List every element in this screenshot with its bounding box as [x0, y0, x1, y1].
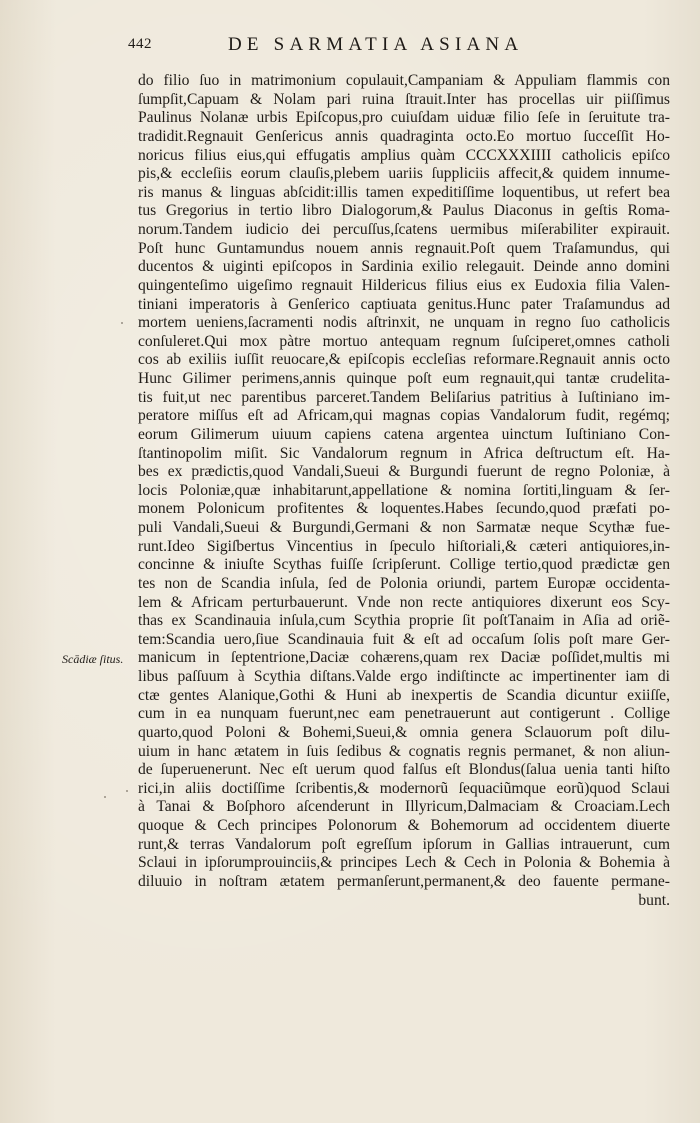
text-line: cum in ea nunquam fuerunt,nec eam penetrauerunt aut contigerunt . Collige [138, 705, 670, 723]
text-line: concinne & iniuſte Scythas fuiſſe ſcripſerunt. Collige tertio,quod prædictæ gen [138, 556, 670, 574]
text-line: bunt. [638, 891, 670, 909]
text-line: runt,& terras Vandalorum poſt egreſſum ipſorum in Gallias intrauerunt, cum [138, 835, 670, 853]
text-line: ris manus & linguas abſcidit:illis tamen expeditiſſime loquentibus, ut refert bea [138, 183, 670, 201]
text-line: Paulinus Nolanæ urbis Epiſcopus,pro cuiuſdam uiduæ filio ſeſe in ſeruitute tra- [138, 109, 670, 127]
text-line: à Tanai & Boſphoro aſcenderunt in Illyricum,Dalmaciam & Croaciam.Lech [138, 798, 670, 816]
text-line: monem Polonicum profitentes & loquentes.Habes ſecundo,quod præfati po- [138, 500, 670, 518]
margin-note: Scādiæ ſitus. [62, 652, 124, 666]
text-line: quarto,quod Poloni & Bohemi,Sueui,& omnia genera Sclauorum poſt dilu- [138, 723, 670, 741]
text-line: ctæ gentes Alanique,Gothi & Huni ab inexpertis de Scandia dicuntur exiiſſe, [138, 686, 670, 704]
text-line: pis,& eccleſiis eorum clauſis,plebem uariis ſuppliciis affecit,& quidem innume- [138, 165, 670, 183]
text-line: conſuleret.Qui mox pàtre mortuo antequam regnum ſuſciperet,omnes catholi [138, 332, 670, 350]
text-line: ducentos & uiginti epiſcopos in Sardinia exilio relegauit. Deinde anno domini [138, 258, 670, 276]
text-line: runt.Ideo Sigiſbertus Vincentius in ſpeculo hiſtoriali,& cæteri antiquiores,in- [138, 537, 670, 555]
text-line: locis Poloniæ,quæ inhabitarunt,appellatione & nomina ſortiti,linguam & ſer- [138, 481, 670, 499]
text-line: uium in hanc ætatem in ſuis ſedibus & cognatis regnis permanet, & non aliun- [138, 742, 670, 760]
text-line: de ſuperuenerunt. Nec eſt uerum quod falſus eſt Blondus(ſalua uenia tanti hiſto [138, 761, 670, 779]
text-line: tradidit.Regnauit Genſericus annis quadraginta octo.Eo mortuo ſucceſſit Ho- [138, 127, 670, 145]
text-line: tiniani imperatoris à Genſerico captiuata genitus.Hunc pater Traſamundus ad [138, 295, 670, 313]
text-line: Sclaui in ipſorumprouinciis,& principes Lech & Cech in Polonia & Bohemia à [138, 854, 670, 872]
text-line: Poſt hunc Guntamundus nouem annis regnauit.Poſt quem Traſamundus, qui [138, 239, 670, 257]
text-line: Hunc Gilimer perimens,annis quinque poſt eum regnauit,qui tantæ crudelita- [138, 370, 670, 387]
ink-speck [121, 322, 123, 324]
text-line: tem:Scandia uero,ſiue Scandinauia fuit & eſt ad occaſum ſolis poſt mare Ger- [138, 630, 670, 648]
text-line: ſumpſit,Capuam & Nolam pari ruina ſtrauit.Inter has procellas uir piiſſimus [138, 90, 670, 108]
page-number: 442 [128, 36, 152, 52]
body-text [138, 72, 670, 910]
ink-speck [104, 796, 106, 798]
text-line: manicum in ſeptentrione,Daciæ cohærens,quam rex Daciæ poſſidet,multis mi [138, 649, 670, 667]
text-line: noricus filius eius,qui effugatis amplius quàm CCCXXXIIII catholicis epiſco [138, 146, 670, 164]
text-line: tus Gregorius in tertio libro Dialogorum,& Paulus Diaconus in geſtis Roma- [138, 202, 670, 220]
text-line: ſtantinopolim miſit. Sic Vandalorum regnum in Africa deſtructum eſt. Ha- [138, 444, 670, 462]
text-line: quingenteſimo uigeſimo regnauit Hildericus filius eius ex Eudoxia filia Valen- [138, 276, 670, 294]
text-line: lem & Africam perturbauerunt. Vnde non recte antiquiores dixerunt eos Scy- [138, 593, 670, 611]
text-line: puli Vandali,Sueui & Burgundi,Germani & non Sarmatæ neque Scythæ fue- [138, 519, 670, 536]
text-line: peratore miſſus eſt ad Africam,qui magnas copias Vandalorum fudit, regémq; [138, 407, 670, 425]
text-line: norum.Tandem iudicio dei percuſſus,ſcatens uermibus miſerabiliter expirauit. [138, 221, 670, 238]
text-line: do filio ſuo in matrimonium copulauit,Campaniam & Appuliam flammis con [138, 72, 670, 89]
text-line: tis fuit,ut nec parentibus parceret.Tandem Beliſarius patritius à Iuſtiniano im- [138, 388, 670, 406]
text-line: diluuio in noſtram ætatem permanſerunt,permanent,& deo fauente permane- [138, 872, 670, 890]
text-line: rici,in aliis doctiſſime ſcribentis,& modernorũ ſequaciũmque eorũ)quod Sclaui [138, 779, 670, 797]
text-line: bes ex prædictis,quod Vandali,Sueui & Burgundi fuerunt de regno Poloniæ, à [138, 463, 670, 481]
text-line: libus paſſuum à Scythia diſtans.Valde ergo indiſtincte ac impertinenter iam di [138, 668, 670, 685]
ink-speck [126, 790, 128, 792]
page-header [128, 34, 608, 58]
text-line: mortem ueniens,ſacramenti nodis aſtrinxit, ne unquam in regno ſuo catholicis [138, 314, 670, 332]
text-line: quoque & Cech principes Polonorum & Bohemorum ad occidentem diuerte [138, 817, 670, 834]
text-line: eorum Gilimerum uiuum capiens catena argentea uinctum Iuſtiniano Con- [138, 425, 670, 443]
text-line: tes non de Scandia inſula, ſed de Polonia oriundi, partem Europæ occidenta- [138, 574, 670, 592]
running-title: DE SARMATIA ASIANA [228, 34, 524, 55]
text-line: cos ab exiliis iuſſit reuocare,& epiſcopis eccleſias reformare.Regnauit annis octo [138, 351, 670, 369]
text-line: thas ex Scandinauia inſula,cum Scythia proprie ſit poſtTanaim in Aſia ad oriẽ- [138, 612, 670, 630]
